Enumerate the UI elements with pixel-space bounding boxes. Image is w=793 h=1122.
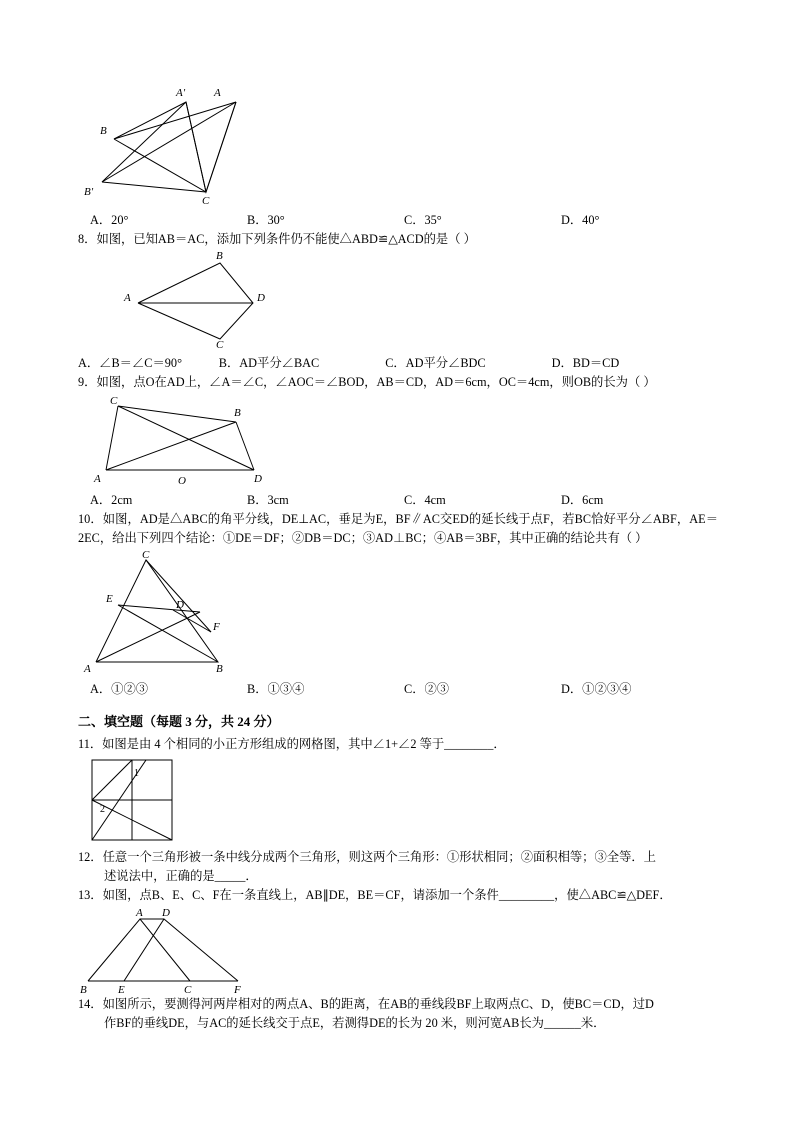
question-9-text: 9．如图，点O在AD上，∠A＝∠C，∠AOC＝∠BOD，AB＝CD，AD＝6cm，OC＝4cm，则OB的长为（ ） — [78, 375, 656, 390]
q7-options-row — [78, 210, 718, 228]
q9-option-d[interactable]: D．6cm — [561, 493, 604, 508]
fig10-label-A: A — [84, 663, 91, 676]
fig13-label-F: F — [234, 984, 241, 997]
q9-option-a[interactable]: A．2cm — [90, 493, 133, 508]
q7-option-c[interactable]: C．35° — [404, 213, 442, 227]
fig7-label-C: C — [202, 195, 210, 207]
q10-option-d[interactable]: D．①②③④ — [561, 682, 632, 697]
question-8-text: 8．如图，已知AB＝AC，添加下列条件仍不能使△ABD≌△ACD的是（ ） — [78, 232, 476, 246]
fig7-label-A: A — [214, 87, 221, 99]
q8-option-a[interactable]: A．∠B＝∠C＝90° — [78, 356, 182, 371]
question-11-text: 11．如图是由 4 个相同的小正方形组成的网格图，其中∠1+∠2 等于________． — [78, 737, 506, 752]
question-14-line2: 作BF的垂线DE，与AC的延长线交于点E，若测得DE的长为 20 米，则河宽AB长为______米． — [104, 1016, 606, 1031]
question-12-line1: 12．任意一个三角形被一条中线分成两个三角形，则这两个三角形：①形状相同；②面积相等；③全等．上 — [78, 850, 656, 865]
q9-option-b[interactable]: B．3cm — [247, 493, 289, 508]
figure-q13 — [78, 907, 718, 995]
fig9-label-O: O — [178, 475, 186, 488]
fig11-label-2: 2 — [100, 804, 105, 816]
q9-option-c[interactable]: C．4cm — [404, 493, 446, 508]
q8-option-b[interactable]: B．AD平分∠BAC — [218, 356, 320, 371]
figure-q11 — [78, 756, 718, 848]
fig9-label-B: B — [234, 407, 241, 420]
q9-options-row — [78, 490, 718, 508]
question-12-line2: 述说法中，正确的是_____． — [104, 869, 258, 884]
q7-option-d[interactable]: D．40° — [561, 213, 600, 227]
fig13-label-D: D — [162, 907, 170, 920]
fig9-label-C: C — [110, 395, 118, 408]
fig10-label-B: B — [216, 663, 223, 676]
q10-option-a[interactable]: A．①②③ — [90, 682, 149, 697]
fig10-label-E: E — [106, 593, 113, 606]
page-content — [78, 82, 718, 1033]
fig7-label-B-prime: B′ — [84, 186, 94, 198]
q7-option-b[interactable]: B．30° — [247, 213, 285, 227]
fig7-label-A-prime: A′ — [176, 87, 186, 99]
fig13-label-B: B — [80, 984, 87, 997]
fig8-label-B: B — [216, 250, 223, 263]
fig11-label-1: 1 — [134, 768, 139, 780]
fig8-label-D: D — [257, 292, 265, 305]
fig9-label-D: D — [254, 473, 262, 486]
figure-q9 — [78, 394, 718, 486]
q10-option-b[interactable]: B．①③④ — [247, 682, 305, 697]
q8-option-d[interactable]: D．BD＝CD — [551, 356, 620, 371]
fig10-label-F: F — [213, 621, 220, 634]
figure-q7 — [78, 82, 718, 207]
figure-q10 — [78, 550, 718, 675]
fig9-label-A: A — [94, 473, 101, 486]
fig8-label-C: C — [216, 339, 224, 352]
q8-option-c[interactable]: C．AD平分∠BDC — [385, 356, 486, 371]
fig8-label-A: A — [124, 292, 131, 305]
fig13-label-A: A — [136, 907, 143, 920]
fig13-label-C: C — [184, 984, 192, 997]
question-14-line1: 14．如图所示，要测得河两岸相对的两点A、B的距离，在AB的垂线段BF上取两点C、D，使BC＝CD，过D — [78, 997, 654, 1012]
q10-option-c[interactable]: C．②③ — [404, 682, 450, 697]
fig7-label-B: B — [100, 125, 107, 137]
question-13-text: 13．如图，点B、E、C、F在一条直线上，AB∥DE，BE＝CF，请添加一个条件_________，使△ABC≌△DEF． — [78, 888, 672, 903]
question-10-text: 10．如图，AD是△ABC的角平分线，DE⊥AC，垂足为E，BF∥AC交ED的延长线于点F，若BC恰好平分∠ABF，AE＝2EC，给出下列四个结论：①DE＝DF；②DB＝DC；③AD⊥BC；④AB＝3BF，其中正确的结论共有（ ） — [78, 512, 718, 546]
fig10-label-D: D — [176, 599, 184, 612]
q10-options-row — [78, 679, 718, 697]
figure-q8 — [78, 250, 718, 352]
fig13-label-E: E — [118, 984, 125, 997]
section-2-title: 二、填空题（每题 3 分，共 24 分） — [78, 714, 280, 730]
q7-option-a[interactable]: A．20° — [90, 213, 129, 227]
q8-options-row — [78, 353, 718, 371]
fig10-label-C: C — [142, 549, 150, 562]
